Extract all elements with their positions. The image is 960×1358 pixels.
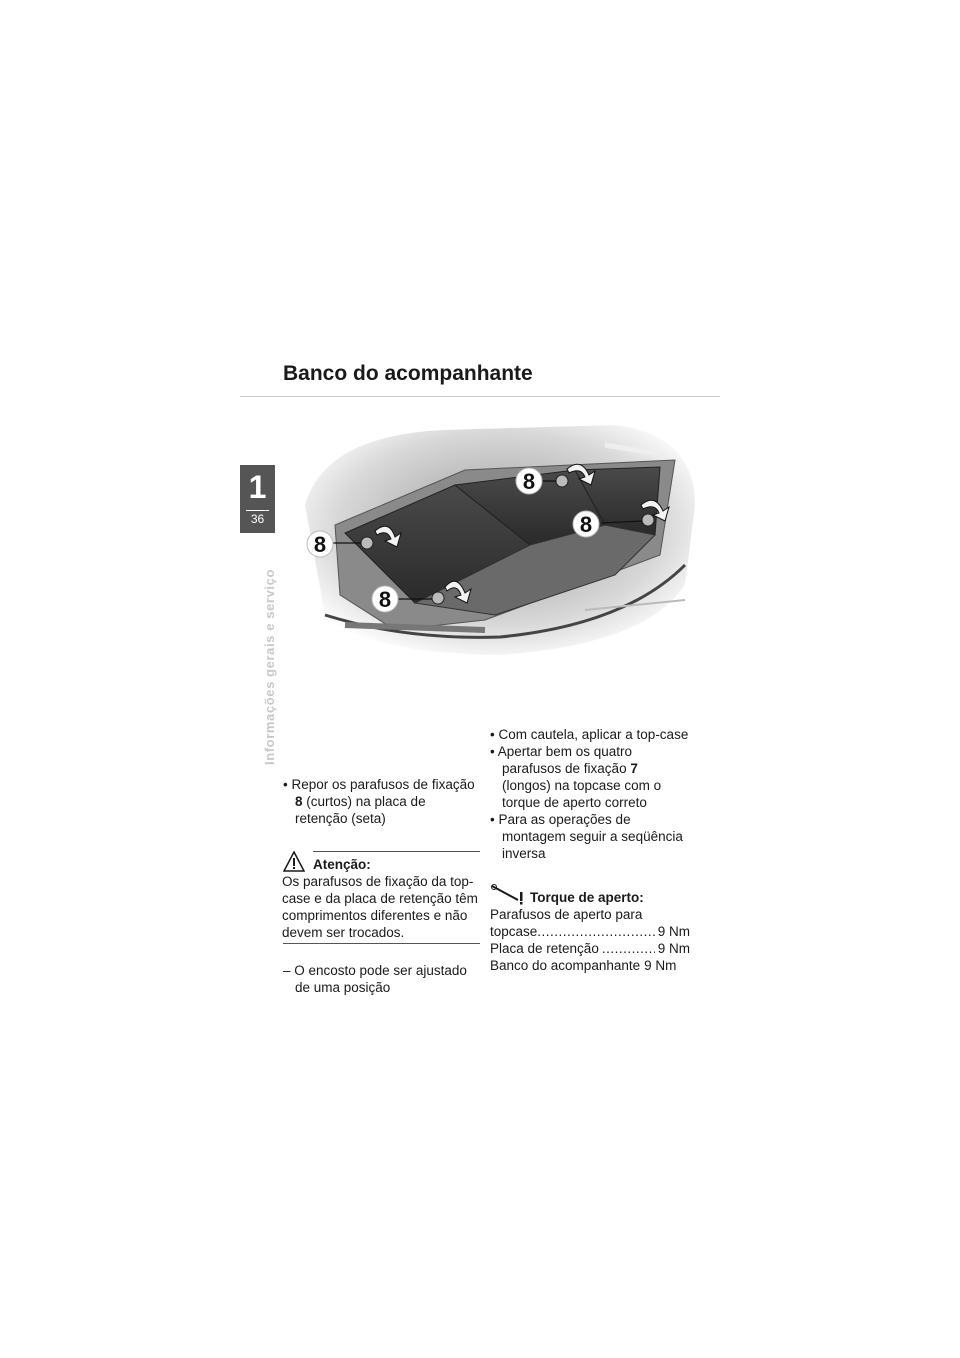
torque-row: Banco do acompanhante 9 Nm (490, 958, 677, 973)
list-item: • Repor os parafusos de fixação 8 (curtos) na placa de retenção (seta) (283, 777, 475, 826)
chapter-tab (240, 465, 275, 533)
page-title: Banco do acompanhante (283, 362, 533, 385)
attention-title: Atenção: (313, 857, 371, 872)
callout-8-bottom (372, 586, 398, 612)
attention-header (283, 851, 480, 873)
left-column (283, 776, 480, 996)
torque-header (490, 884, 690, 906)
warning-icon (283, 851, 305, 873)
callout-8-right (573, 511, 599, 537)
chapter-tab-divider (246, 510, 269, 511)
list-item: • Com cautela, aplicar a top-case (490, 727, 689, 742)
right-column (490, 726, 690, 974)
callout-8-top (516, 468, 542, 494)
torque-row: topcase ..... 9 Nm (490, 923, 690, 940)
chapter-number: 1 (248, 469, 267, 505)
topcase-photo (285, 415, 715, 673)
torque-line: Parafusos de aperto para (490, 907, 643, 922)
callout-label: 8 (579, 512, 593, 537)
list-item: – O encosto pode ser ajustado de uma posição (283, 963, 467, 995)
torque-row: Placa de retenção ..... 9 Nm (490, 940, 690, 957)
title-divider (240, 396, 720, 397)
list-item: • Para as operações de montagem seguir a seqüência inversa (490, 812, 683, 861)
callout-label: 8 (378, 587, 392, 612)
callout-label: 8 (522, 469, 536, 494)
chapter-side-label: Informações gerais e serviço (262, 568, 277, 765)
list-item: • Apertar bem os quatro parafusos de fixação 7 (longos) na topcase com o torque de aperto correto (490, 744, 662, 810)
page-number: 36 (250, 512, 265, 526)
attention-end-rule (283, 943, 480, 944)
torque-title: Torque de aperto: (530, 890, 644, 905)
wrench-icon (490, 884, 524, 906)
attention-text: Os parafusos de fixação da top-case e da placa de retenção têm comprimentos diferentes e não devem ser trocados. (282, 874, 478, 940)
callout-label: 8 (313, 532, 327, 557)
callout-8-left (307, 531, 333, 557)
